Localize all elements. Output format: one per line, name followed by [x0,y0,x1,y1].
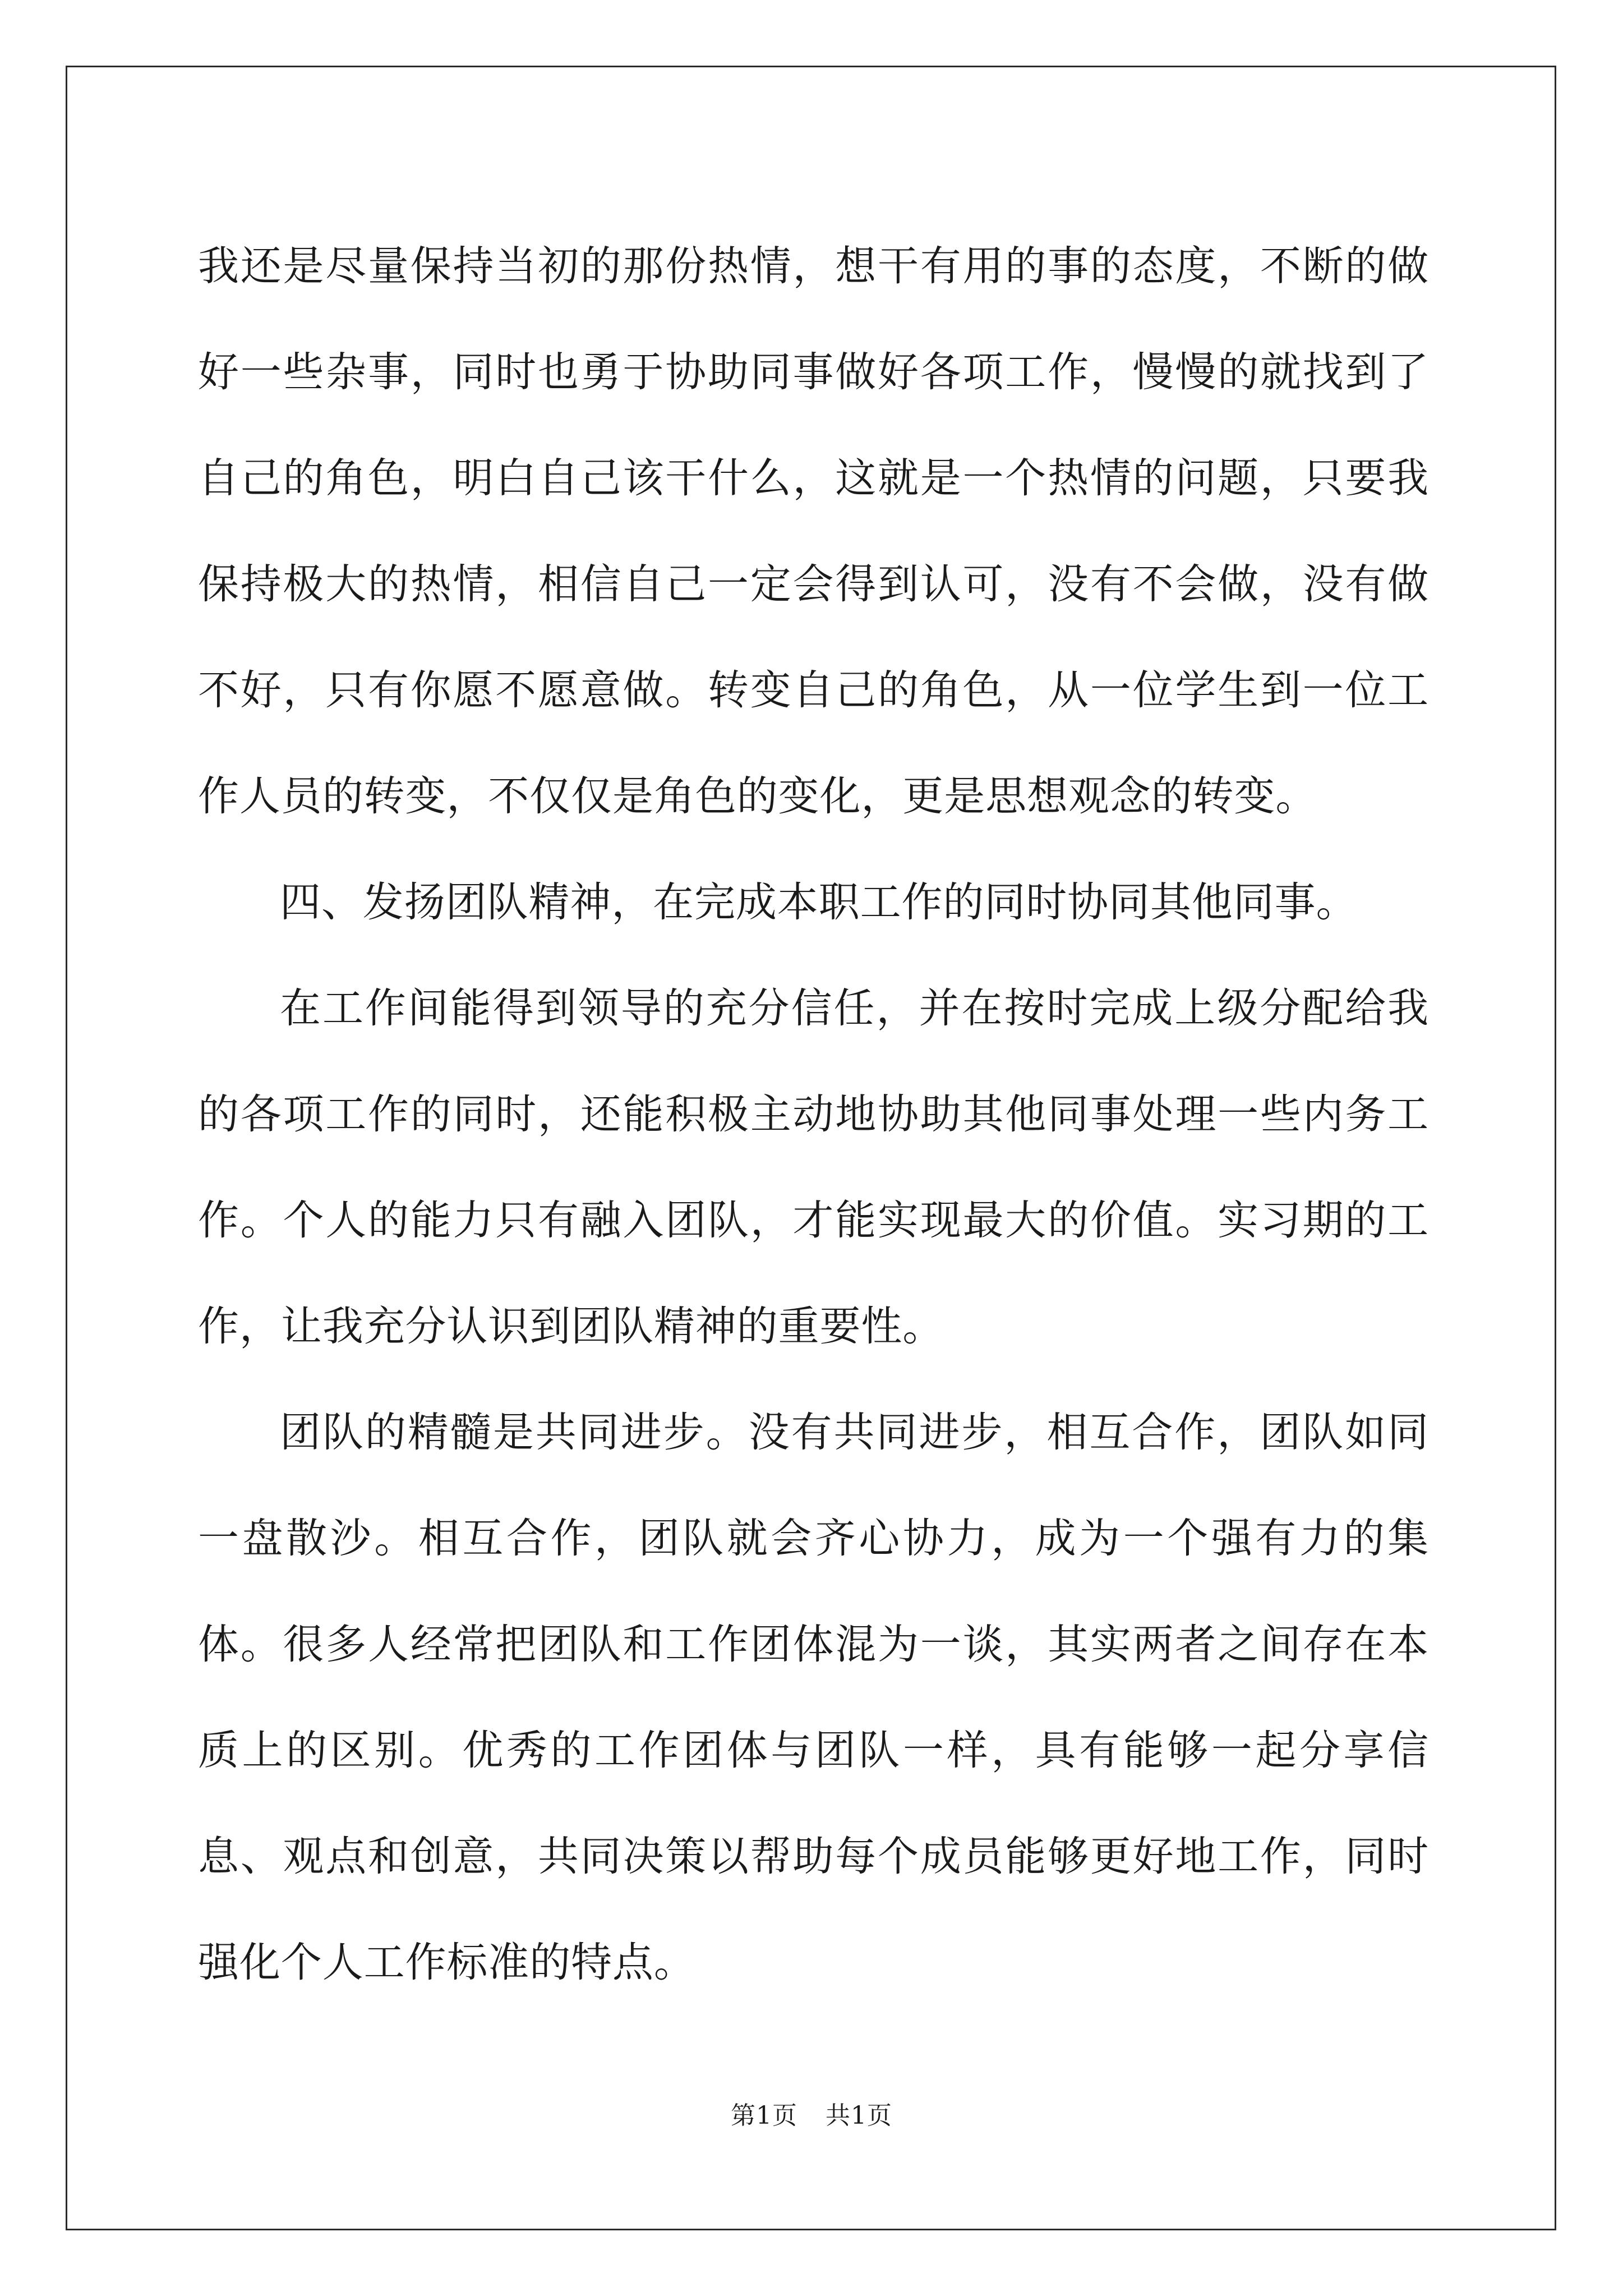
section-heading: 四、发扬团队精神，在完成本职工作的同时协同其他同事。 [280,878,1358,926]
paragraph-continuation: 我还是尽量保持当初的那份热情，想干有用的事的态度，不断的做好一些杂事，同时也勇于协助同事做好各项工作，慢慢的就找到了自己的角色，明白自己该干什么，这就是一个热情的问题，只要我保持极大的热情，相信自己一定会得到认可，没有不会做，没有做不好，只有你愿不愿意做。转变自己的角色，从一位学生到一位工作人员的转变，不仅仅是角色的变化，更是思想观念的转变。 [198,242,1429,820]
document-body [198,213,1429,2016]
page-footer [0,2099,1623,2133]
page-number: 第1页 [731,2101,797,2130]
page-total: 共1页 [826,2101,892,2130]
paragraph: 团队的精髓是共同进步。没有共同进步，相互合作，团队如同一盘散沙。相互合作，团队就会齐心协力，成为一个强有力的集体。很多人经常把团队和工作团体混为一谈，其实两者之间存在本质上的区别。优秀的工作团体与团队一样，具有能够一起分享信息、观点和创意，共同决策以帮助每个成员能够更好地工作，同时强化个人工作标准的特点。 [198,1409,1429,1986]
paragraph: 在工作间能得到领导的充分信任，并在按时完成上级分配给我的各项工作的同时，还能积极主动地协助其他同事处理一些内务工作。个人的能力只有融入团队，才能实现最大的价值。实习期的工作，让我充分认识到团队精神的重要性。 [198,984,1429,1350]
